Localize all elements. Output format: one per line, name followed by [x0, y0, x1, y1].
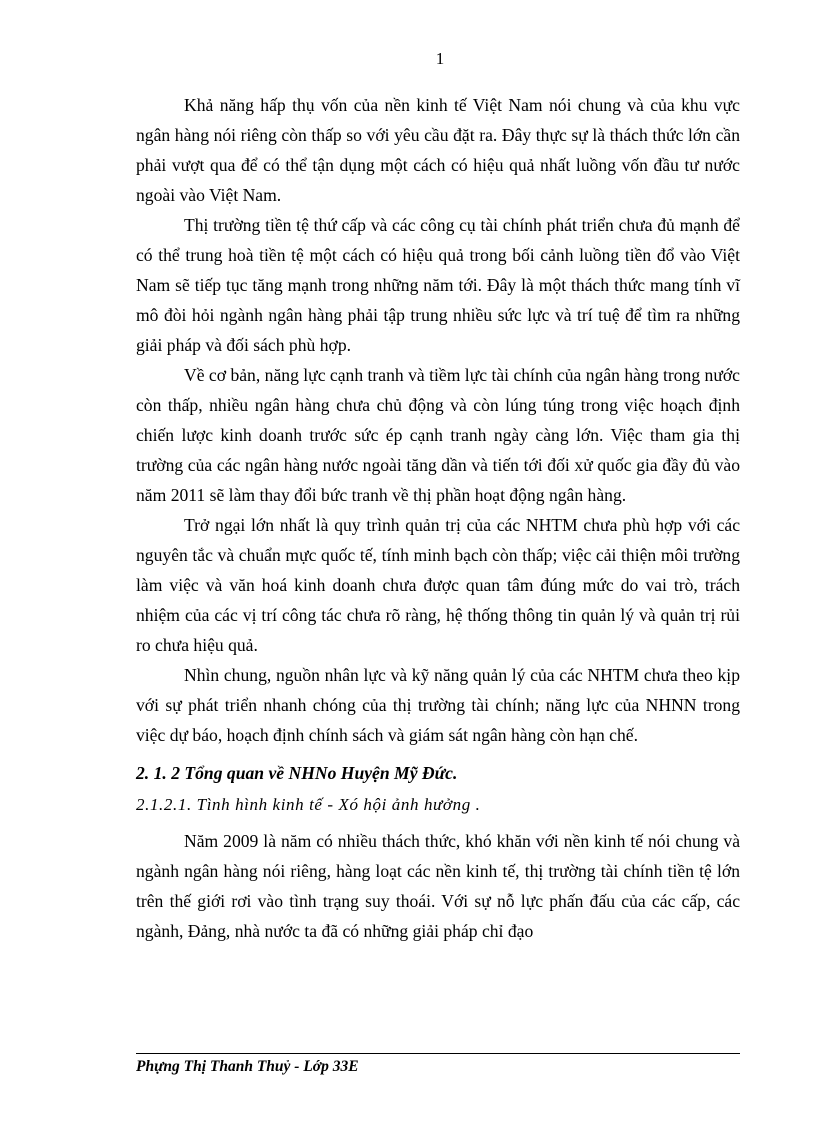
section-heading: 2. 1. 2 Tổng quan về NHNo Huyện Mỹ Đức. [136, 763, 458, 783]
footer-author: Phựng Thị Thanh Thuỷ - Lớp 33E [136, 1058, 359, 1075]
paragraph-governance: Trở ngại lớn nhất là quy trình quản trị của các NHTM chưa phù hợp với các nguyên tắc và chuẩn mực quốc tế, tính minh bạch còn thấp; việc cải thiện môi trường làm việc và văn hoá kinh doanh chưa được quan tâm đúng mức do vai trò, trách nhiệm của các vị trí công tác chưa rõ ràng, hệ thống thông tin quản lý và quản trị rủi ro chưa hiệu quả. [136, 515, 740, 655]
paragraph-competitiveness: Về cơ bản, năng lực cạnh tranh và tiềm lực tài chính của ngân hàng trong nước còn thấp, nhiều ngân hàng chưa chủ động và còn lúng túng trong việc hoạch định chiến lược kinh doanh trước sức ép cạnh tranh ngày càng lớn. Việc tham gia thị trường của các ngân hàng nước ngoài tăng dần và tiến tới đối xử quốc gia đầy đủ vào năm 2011 sẽ làm thay đổi bức tranh về thị phần hoạt động ngân hàng. [136, 365, 740, 505]
paragraph-human-resources: Nhìn chung, nguồn nhân lực và kỹ năng quản lý của các NHTM chưa theo kịp với sự phát triển nhanh chóng của thị trường tài chính; năng lực của NHNN trong việc dự báo, hoạch định chính sách và giám sát ngân hàng còn hạn chế. [136, 665, 740, 745]
paragraph-secondary-market: Thị trường tiền tệ thứ cấp và các công cụ tài chính phát triển chưa đủ mạnh để có thể trung hoà tiền tệ một cách có hiệu quả trong bối cảnh luồng tiền đổ vào Việt Nam sẽ tiếp tục tăng mạnh trong những năm tới. Đây là một thách thức mang tính vĩ mô đòi hỏi ngành ngân hàng phải tập trung nhiều sức lực và trí tuệ để tìm ra những giải pháp và đối sách phù hợp. [136, 215, 740, 355]
paragraph-economic-situation: Năm 2009 là năm có nhiều thách thức, khó khăn với nền kinh tế nói chung và ngành ngân hàng nói riêng, hàng loạt các nền kinh tế, thị trường tài chính tiền tệ lớn trên thế giới rơi vào tình trạng suy thoái. Với sự nỗ lực phấn đấu của các cấp, các ngành, Đảng, nhà nước ta đã có những giải pháp chỉ đạo [136, 831, 740, 941]
paragraph-absorption-capacity: Khả năng hấp thụ vốn của nền kinh tế Việt Nam nói chung và của khu vực ngân hàng nói riêng còn thấp so với yêu cầu đặt ra. Đây thực sự là thách thức lớn cần phải vượt qua để có thể tận dụng một cách có hiệu quả nhất luồng vốn đầu tư nước ngoài vào Việt Nam. [136, 95, 740, 205]
footer-divider [136, 1053, 740, 1054]
subsection-heading: 2.1.2.1. Tình hình kinh tế - Xó hội ảnh hưởng . [136, 795, 481, 814]
page-number: 1 [435, 49, 445, 68]
document-body [136, 90, 740, 946]
